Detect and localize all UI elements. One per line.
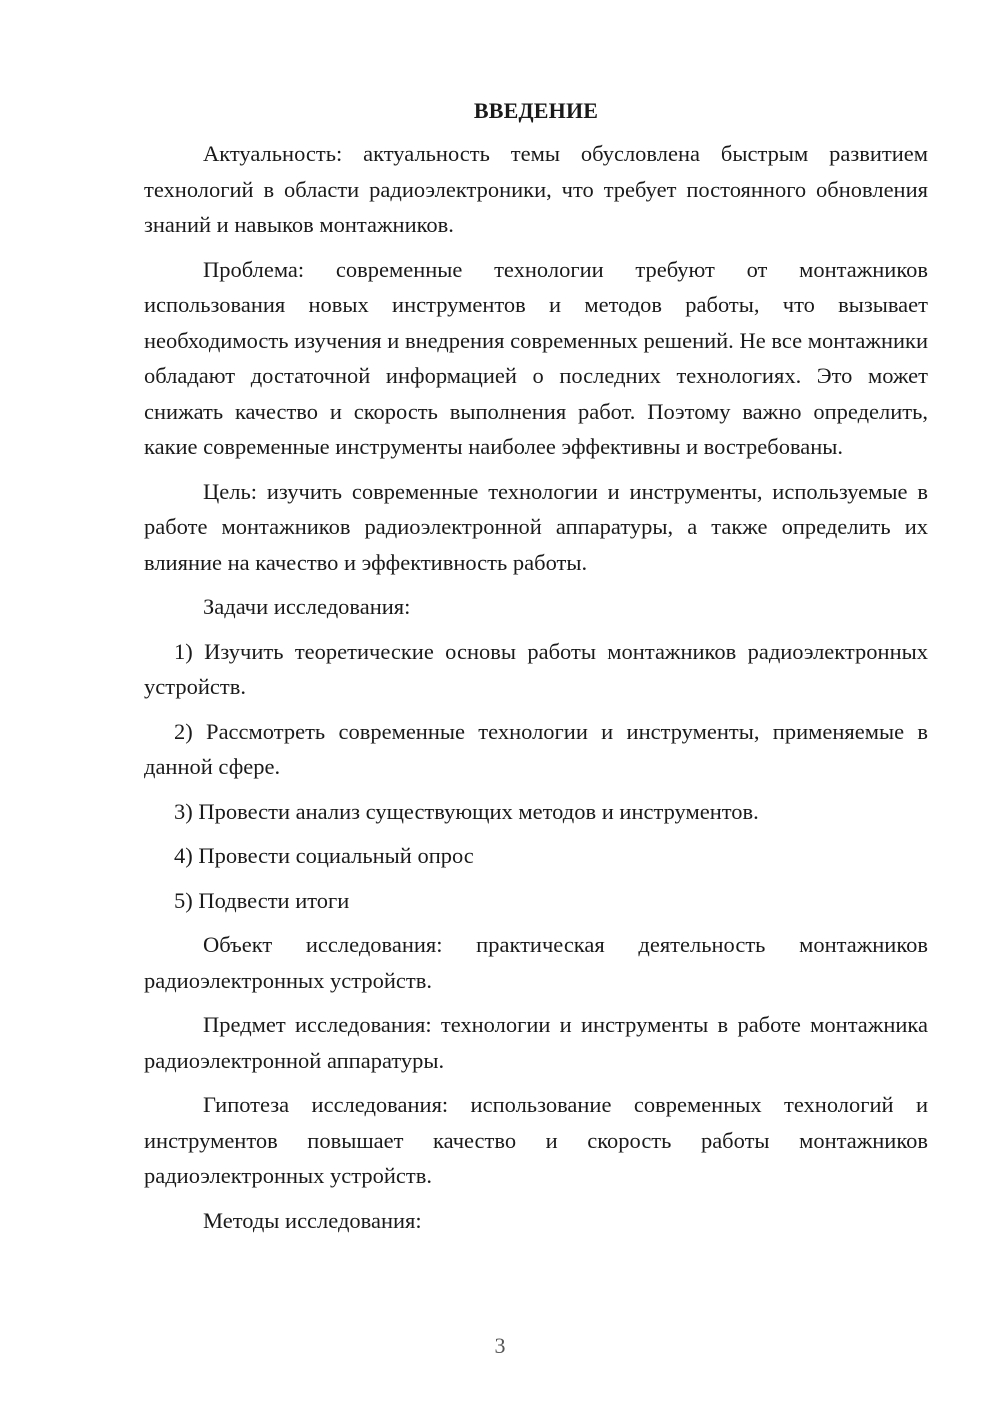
paragraph-goal: Цель: изучить современные технологии и инструменты, используемые в работе монтажников радиоэлектронной аппаратуры, а также определить их влияние на качество и эффективность работы. (144, 478, 928, 575)
page-number: 3 (494, 1333, 506, 1358)
paragraph-relevance: Актуальность: актуальность темы обусловлена быстрым развитием технологий в области радиоэлектроники, что требует постоянного обновления знаний и навыков монтажников. (144, 141, 928, 237)
paragraph-methods-heading: Методы исследования: (203, 1207, 422, 1233)
list-item: 5) Подвести итоги (174, 887, 350, 913)
document-page (144, 96, 928, 1247)
list-item: 4) Провести социальный опрос (174, 843, 474, 868)
section-title: ВВЕДЕНИЕ (473, 98, 599, 123)
paragraph-problem: Проблема: современные технологии требуют от монтажников использования новых инструментов и методов работы, что вызывает необходимость изучения и внедрения современных решений. Не все монтажники обладают достаточной информацией о последних технологиях. Это может снижать качество и скорость выполнения работ. Поэтому важно определить, какие современные инструменты наиболее эффективны и востребованы. (144, 256, 928, 459)
paragraph-tasks-heading: Задачи исследования: (203, 594, 411, 619)
list-item: 3) Провести анализ существующих методов и инструментов. (174, 798, 759, 824)
list-item: 2) Рассмотреть современные технологии и инструменты, применяемые в данной сфере. (144, 718, 928, 779)
paragraph-subject: Предмет исследования: технологии и инструменты в работе монтажника радиоэлектронной аппаратуры. (144, 1012, 928, 1073)
list-item: 1) Изучить теоретические основы работы монтажников радиоэлектронных устройств. (144, 638, 928, 699)
paragraph-hypothesis: Гипотеза исследования: использование современных технологий и инструментов повышает качество и скорость работы монтажников радиоэлектронных устройств. (144, 1092, 928, 1188)
paragraph-object: Объект исследования: практическая деятельность монтажников радиоэлектронных устройств. (144, 932, 928, 993)
